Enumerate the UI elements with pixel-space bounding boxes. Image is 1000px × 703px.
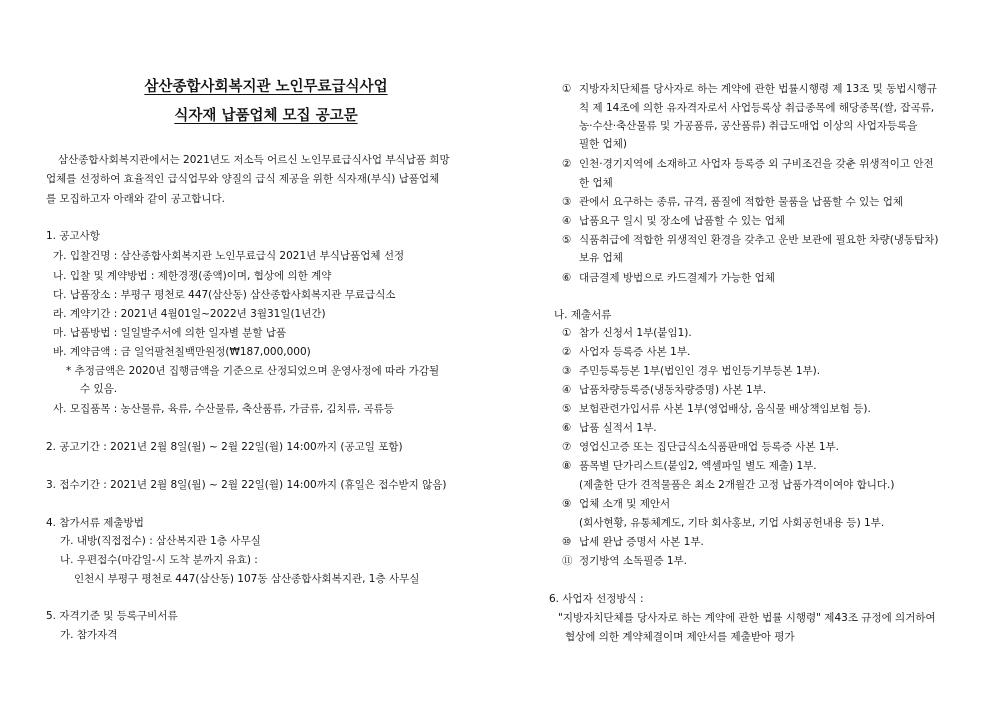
intro-line-1: 삼산종합사회복지관에서는 2021년도 저소득 어르신 노인무료급식사업 부식납품 희망 bbox=[58, 154, 450, 166]
doc-item-8-note: (제출한 단가 견적물품은 최소 2개월간 고정 납품가격이여야 합니다.) bbox=[579, 479, 895, 491]
s1-item-ba: 바. 계약금액 : 금 일억팔천칠백만원정(₩187,000,000) bbox=[53, 346, 311, 358]
s4-address: 인천시 부평구 평천로 447(삼산동) 107동 삼산종합사회복지관, 1층 사무실 bbox=[74, 573, 420, 585]
qual-item-2-line-1: ② 인천·경기지역에 소재하고 사업자 등록증 외 구비조건을 갖춘 위생적이고 안전 bbox=[562, 158, 934, 170]
s1-note-line-1: * 추정금액은 2020년 집행금액을 기준으로 산정되었으며 운영사정에 따라 가감될 bbox=[66, 365, 440, 377]
doc-item-8: ⑧ 품목별 단가리스트(붙임2, 엑셀파일 별도 제출) 1부. bbox=[562, 460, 817, 472]
intro-line-2: 업체를 선정하여 효율적인 급식업무와 양질의 급식 제공을 위한 식자재(부식) 납품업체 bbox=[46, 173, 440, 185]
s6-line-1: "지방자치단체를 당사자로 하는 계약에 관한 법률 시행령" 제43조 규정에 의거하여 bbox=[558, 612, 936, 624]
s1-item-ga: 가. 입찰건명 : 삼산종합사회복지관 노인무료급식 2021년 부식납품업체 선정 bbox=[53, 250, 405, 262]
doc-item-9: ⑨ 업체 소개 및 제안서 bbox=[562, 498, 671, 510]
qual-item-6: ⑥ 대금결제 방법으로 카드결제가 가능한 업체 bbox=[562, 272, 775, 284]
title-line-2: 식자재 납품업체 모집 공고문 bbox=[174, 108, 358, 124]
section-2: 2. 공고기간 : 2021년 2월 8일(월) ~ 2월 22일(월) 14:00까지 (공고일 포함) bbox=[46, 441, 403, 453]
s1-item-ma: 마. 납품방법 : 일일발주서에 의한 일자별 분할 납품 bbox=[53, 327, 287, 339]
s4-item-ga: 가. 내방(직접접수) : 삼산복지관 1층 사무실 bbox=[60, 535, 261, 547]
section-1-heading: 1. 공고사항 bbox=[46, 230, 100, 242]
doc-item-4: ④ 납품차량등록증(냉동차량증명) 사본 1부. bbox=[562, 384, 767, 396]
qual-item-1-line-3: 농·수산·축산물류 및 가공품류, 공산품류) 취급도매업 이상의 사업자등록을 bbox=[579, 120, 918, 132]
doc-item-2: ② 사업자 등록증 사본 1부. bbox=[562, 346, 691, 358]
qual-item-5-line-1: ⑤ 식품취급에 적합한 위생적인 환경을 갖추고 운반 보관에 필요한 차량(냉동탑차) bbox=[562, 234, 939, 246]
doc-item-3: ③ 주민등록등본 1부(법인인 경우 법인등기부등본 1부). bbox=[562, 365, 821, 377]
s5-item-ga: 가. 참가자격 bbox=[60, 629, 118, 641]
doc-item-10: ⑩ 납세 완납 증명서 사본 1부. bbox=[562, 536, 704, 548]
doc-item-6: ⑥ 납품 실적서 1부. bbox=[562, 422, 657, 434]
s1-note-line-2: 수 있음. bbox=[80, 383, 118, 395]
s1-item-sa: 사. 모집품목 : 농산물류, 육류, 수산물류, 축산품류, 가금류, 김치류, 곡류등 bbox=[53, 403, 394, 415]
intro-line-3: 를 모집하고자 아래와 같이 공고합니다. bbox=[46, 193, 225, 205]
docs-heading: 나. 제출서류 bbox=[554, 309, 612, 321]
s1-item-ra: 라. 계약기간 : 2021년 4월01일~2022년 3월31일(1년간) bbox=[53, 308, 326, 320]
qual-item-2-line-2: 한 업체 bbox=[579, 177, 613, 189]
doc-item-5: ⑤ 보험관련가입서류 사본 1부(영업배상, 음식물 배상책임보험 등). bbox=[562, 403, 871, 415]
qual-item-1-line-4: 필한 업체) bbox=[579, 138, 628, 150]
qual-item-4: ④ 납품요구 일시 및 장소에 납품할 수 있는 업체 bbox=[562, 215, 785, 227]
doc-item-11: ⑪ 정기방역 소독필증 1부. bbox=[562, 555, 687, 567]
s1-item-na: 나. 입찰 및 계약방법 : 제한경쟁(종액)이며, 협상에 의한 계약 bbox=[53, 270, 332, 282]
qual-item-1-line-2: 칙 제 14조에 의한 유자격자로서 사업등록상 취급종목에 해당종목(쌀, 잡곡류, bbox=[579, 102, 935, 114]
doc-item-9-note: (회사현황, 유통체계도, 기타 회사홍보, 기업 사회공헌내용 등) 1부. bbox=[579, 517, 885, 529]
qual-item-1-line-1: ① 지방자치단체를 당사자로 하는 계약에 관한 법률시행령 제 13조 및 동법시행규 bbox=[562, 83, 937, 95]
title-line-1: 삼산종합사회복지관 노인무료급식사업 bbox=[144, 79, 388, 95]
s4-item-na: 나. 우편접수(마감일-시 도착 분까지 유효) : bbox=[60, 554, 258, 566]
section-3: 3. 접수기간 : 2021년 2월 8일(월) ~ 2월 22일(월) 14:00까지 (휴일은 접수받지 않음) bbox=[46, 479, 447, 491]
s1-item-da: 다. 납품장소 : 부평구 평천로 447(삼산동) 삼산종합사회복지관 무료급식소 bbox=[53, 289, 396, 301]
qual-item-5-line-2: 보유 업체 bbox=[579, 252, 623, 264]
section-6-heading: 6. 사업자 선정방식 : bbox=[549, 593, 644, 605]
doc-item-1: ① 참가 신청서 1부(붙임1). bbox=[562, 327, 692, 339]
section-4-heading: 4. 참가서류 제출방법 bbox=[46, 517, 144, 529]
s6-line-2: 협상에 의한 계약체결이며 제안서를 제출받아 평가 bbox=[565, 631, 795, 643]
doc-item-7: ⑦ 영업신고증 또는 집단급식소식품판매업 등록증 사본 1부. bbox=[562, 441, 839, 453]
section-5-heading: 5. 자격기준 및 등록구비서류 bbox=[46, 610, 178, 622]
qual-item-3: ③ 관에서 요구하는 종류, 규격, 품질에 적합한 물품을 납품할 수 있는 업체 bbox=[562, 196, 904, 208]
